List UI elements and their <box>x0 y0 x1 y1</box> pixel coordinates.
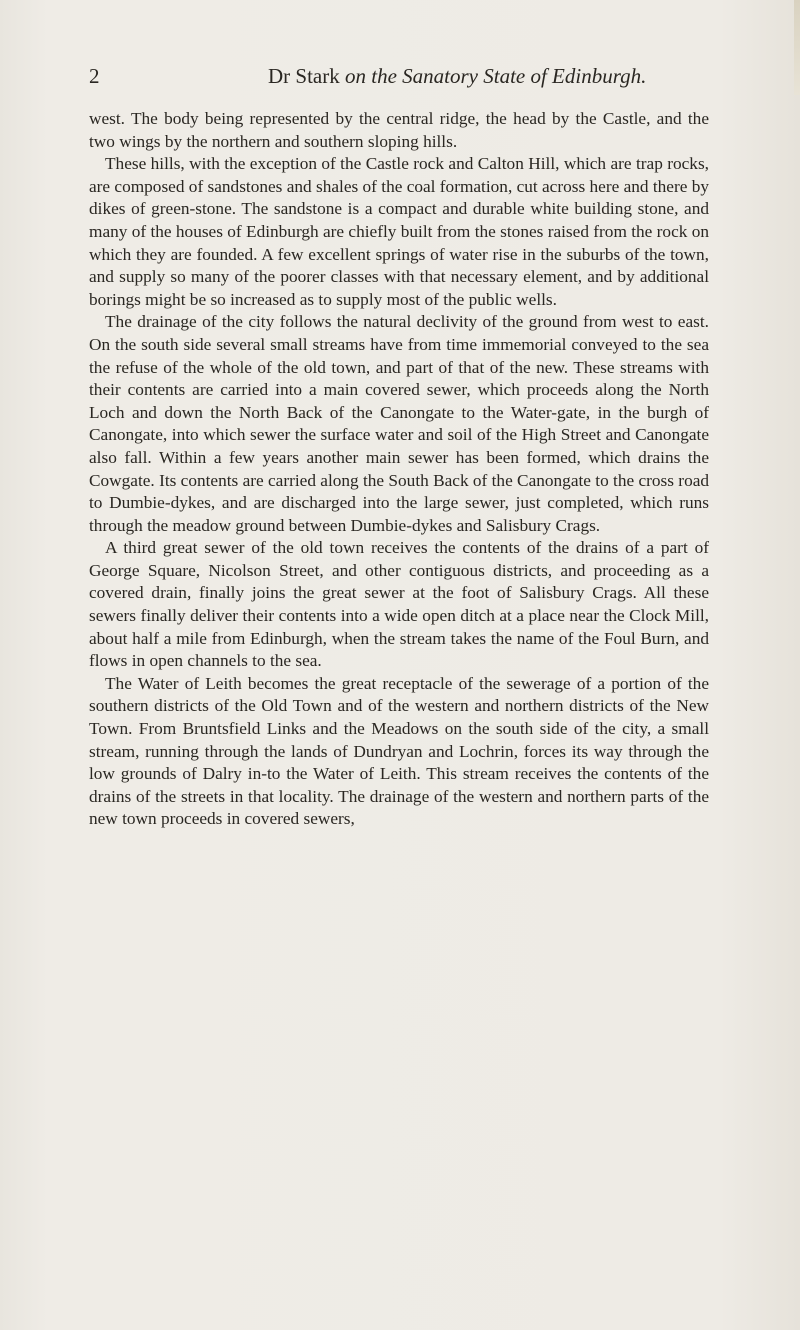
paragraph-drainage: The drainage of the city follows the natural declivity of the ground from west to east. On the south side several small streams have from time immemorial conveyed to the sea the refuse of the whole of the old town, and part of that of the new. These streams with their contents are carried into a main covered sewer, which proceeds along the North Loch and down the North Back of the Canongate to the Water-gate, in the burgh of Canongate, into which sewer the surface water and soil of the High Street and Canongate also fall. Within a few years another main sewer has been formed, which drains the Cowgate. Its contents are carried along the South Back of the Canongate to the cross road to Dumbie-dykes, and are discharged into the large sewer, just completed, which runs through the meadow ground between Dumbie-dykes and Salisbury Crags. <box>89 312 710 535</box>
running-title <box>268 64 646 89</box>
body-text <box>89 108 709 831</box>
running-title-author: Dr Stark <box>268 64 340 88</box>
paragraph-geology: These hills, with the exception of the Castle rock and Calton Hill, which are trap rocks, are composed of sandstones and shales of the coal formation, cut across here and there by dikes of green-stone. The sandstone is a compact and durable white building stone, and many of the houses of Edinburgh are chiefly built from the stones raised from the rock on which they are founded. A few excellent springs of water rise in the suburbs of the town, and supply so many of the poorer classes with that necessary element, and by additional borings might be so increased as to supply most of the public wells. <box>89 154 709 309</box>
paragraph-third-sewer: A third great sewer of the old town receives the contents of the drains of a part of George Square, Nicolson Street, and other contiguous districts, and proceeding as a covered drain, finally joins the great sewer at the foot of Salisbury Crags. All these sewers finally deliver their contents into a wide open ditch at a place near the Clock Mill, about half a mile from Edinburgh, when the stream takes the name of the Foul Burn, and flows in open channels to the sea. <box>89 538 709 671</box>
running-title-subject: on the Sanatory State of Edinburgh. <box>345 64 647 88</box>
page-number: 2 <box>89 64 100 88</box>
paragraph-water-of-leith: The Water of Leith becomes the great receptacle of the sewerage of a portion of the southern districts of the Old Town and of the western and northern districts of the New Town. From Bruntsfield Links and the Meadows on the south side of the city, a small stream, running through the lands of Dundryan and Lochrin, forces its way through the low grounds of Dalry in-to the Water of Leith. This stream receives the contents of the drains of the streets in that locality. The drainage of the western and northern parts of the new town proceeds in covered sewers, <box>89 673 709 829</box>
page-header <box>0 64 800 94</box>
paragraph-continuation: west. The body being represented by the central ridge, the head by the Castle, and the two wings by the northern and southern sloping hills. <box>89 109 709 151</box>
